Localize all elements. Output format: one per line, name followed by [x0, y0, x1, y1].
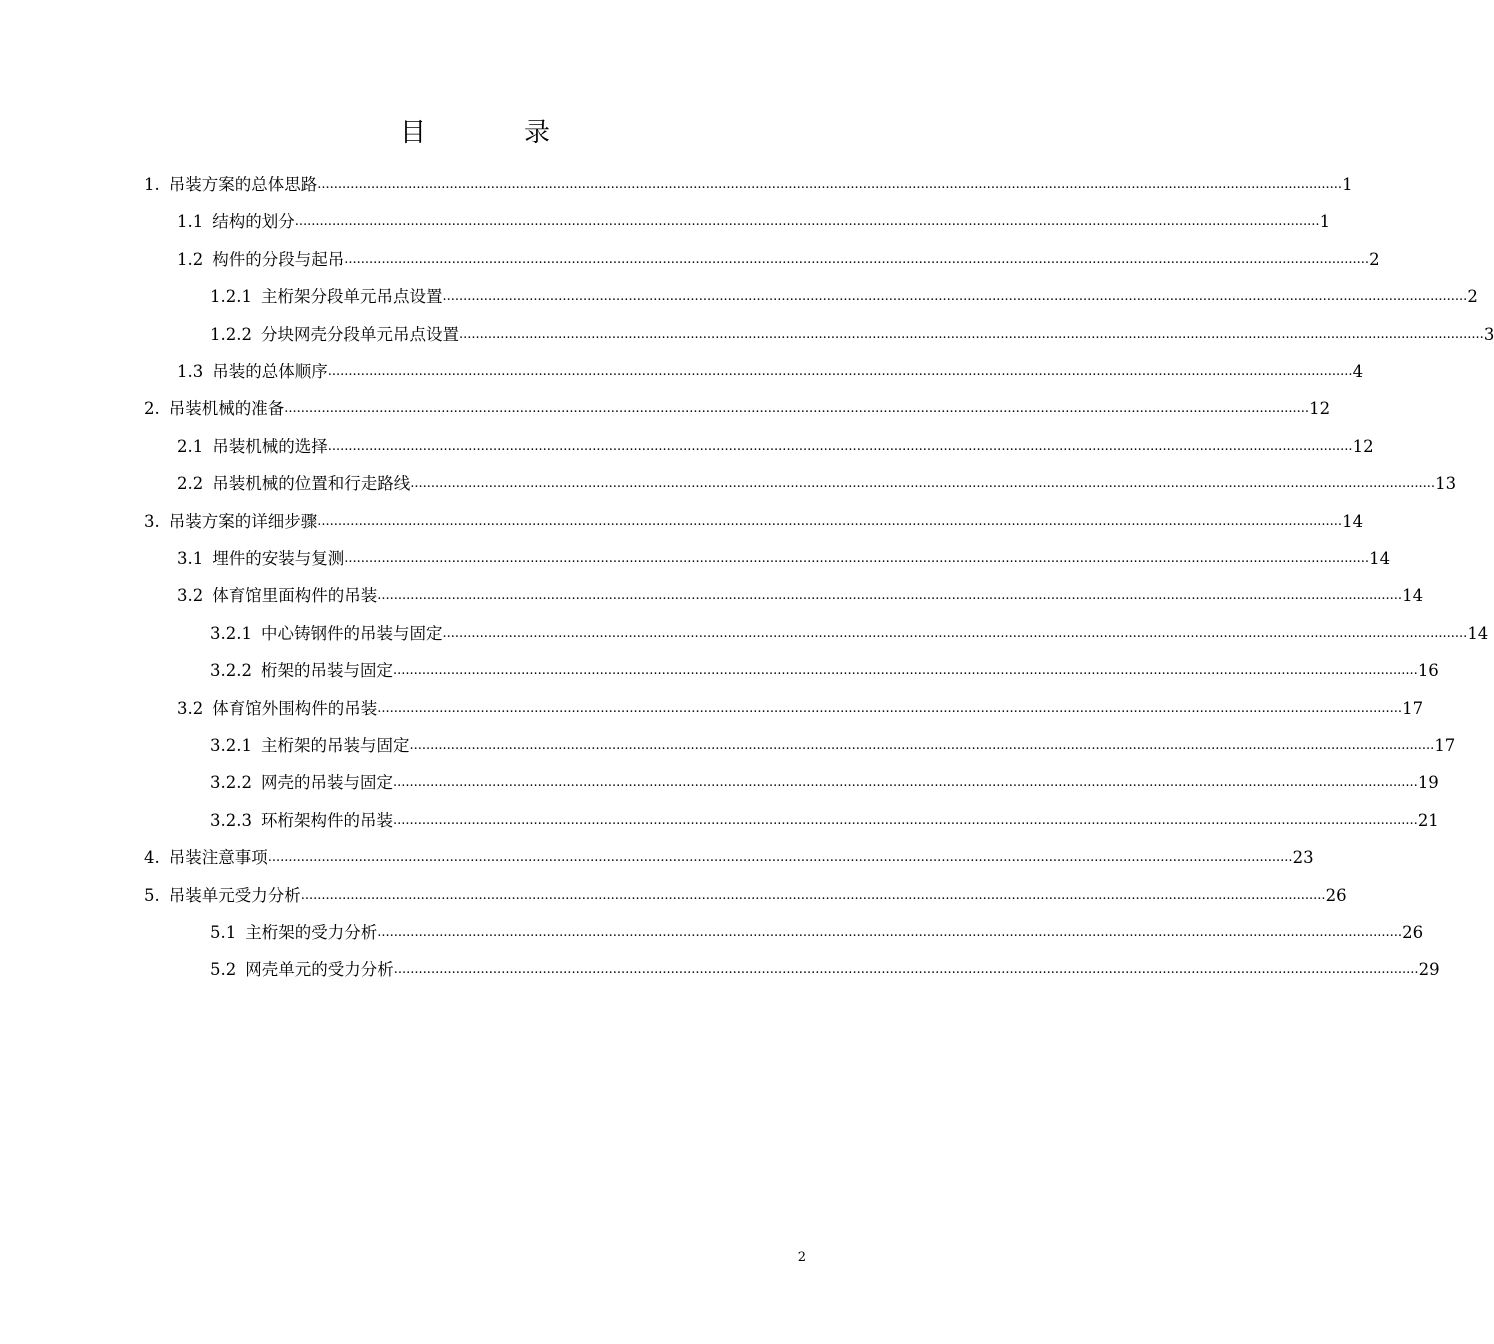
toc-dot-leader: ........................................................................................................................................................................................................................................................ — [344, 551, 1370, 566]
toc-dot-leader: ........................................................................................................................................................................................................................................................ — [377, 588, 1403, 604]
toc-entry-title: 主桁架的吊装与固定 — [260, 736, 410, 755]
toc-entry[interactable] — [144, 503, 1364, 533]
toc-entry-number: 1.1 — [177, 212, 204, 232]
toc-dot-leader: ........................................................................................................................................................................................................................................................ — [377, 700, 1403, 716]
toc-entry-number: 3.2.1 — [210, 623, 252, 643]
toc-entry[interactable] — [177, 241, 1380, 271]
toc-entry-title: 分块网壳分段单元吊点设置 — [260, 324, 459, 344]
toc-entry-number: 3.2.3 — [210, 810, 252, 830]
toc-entry-page: 17 — [1434, 736, 1456, 755]
toc-entry-title: 桁架的吊装与固定 — [260, 661, 393, 681]
toc-dot-leader: ........................................................................................................................................................................................................................................................ — [392, 812, 1418, 828]
toc-entry-page: 16 — [1417, 661, 1439, 681]
toc-entry[interactable] — [177, 690, 1424, 720]
page-number: 2 — [797, 1250, 806, 1265]
toc-entry-number: 2. — [144, 399, 160, 419]
toc-entry-title: 体育馆外围构件的吊装 — [212, 698, 378, 718]
toc-entry-number: 5.1 — [210, 923, 237, 942]
toc-dot-leader: ........................................................................................................................................................................................................................................................ — [442, 289, 1468, 305]
toc-entry-title: 构件的分段与起吊 — [212, 249, 345, 269]
toc-entry[interactable] — [210, 802, 1439, 832]
toc-entry-title: 吊装机械的位置和行走路线 — [212, 474, 411, 494]
toc-entry-title: 主桁架分段单元吊点设置 — [260, 287, 443, 307]
toc-entry-title: 环桁架构件的吊装 — [260, 810, 393, 830]
toc-entry-page: 1 — [1319, 212, 1331, 232]
toc-entry[interactable] — [177, 203, 1331, 233]
toc-entry-page: 26 — [1402, 923, 1424, 942]
toc-entry-page: 19 — [1417, 773, 1439, 793]
toc-entry-title: 网壳的吊装与固定 — [260, 773, 393, 793]
toc-entry[interactable] — [210, 727, 1456, 757]
toc-dot-leader: ........................................................................................................................................................................................................................................................ — [377, 925, 1403, 940]
toc-entry-title: 吊装机械的选择 — [212, 436, 328, 456]
toc-entry[interactable] — [177, 465, 1457, 495]
toc-dot-leader: ........................................................................................................................................................................................................................................................ — [327, 438, 1353, 454]
toc-entry-number: 3.2.1 — [210, 736, 252, 755]
toc-entry-page: 1 — [1342, 175, 1353, 194]
toc-entry-number: 3.1 — [177, 549, 204, 568]
toc-entry-title: 吊装单元受力分析 — [168, 885, 301, 905]
toc-entry-page: 14 — [1342, 511, 1364, 531]
toc-entry-number: 1. — [144, 175, 160, 194]
toc-entry-page: 3 — [1483, 324, 1494, 344]
toc-entry-page: 23 — [1292, 848, 1314, 868]
toc-entry-page: 12 — [1309, 399, 1331, 419]
toc-entry[interactable] — [144, 877, 1347, 907]
toc-entry-page: 2 — [1369, 249, 1380, 269]
toc-entry-page: 14 — [1402, 586, 1424, 606]
toc-entry-title: 中心铸钢件的吊装与固定 — [260, 623, 443, 643]
toc-entry-title: 吊装方案的详细步骤 — [168, 511, 318, 531]
toc-dot-leader: ........................................................................................................................................................................................................................................................ — [317, 513, 1343, 529]
toc-entry-title: 吊装注意事项 — [168, 848, 268, 868]
toc-entry-number: 1.2.1 — [210, 287, 252, 307]
page-title: 目 录 — [399, 118, 586, 148]
toc-entry-page: 17 — [1402, 698, 1424, 718]
toc-entry[interactable] — [210, 316, 1494, 346]
toc-entry[interactable] — [210, 278, 1478, 308]
toc-entry-number: 2.2 — [177, 474, 204, 494]
toc-entry-page: 4 — [1352, 362, 1364, 381]
toc-entry-number: 3.2 — [177, 586, 204, 606]
toc-dot-leader: ........................................................................................................................................................................................................................................................ — [410, 476, 1436, 492]
toc-entry[interactable] — [210, 914, 1424, 944]
toc-entry[interactable] — [144, 839, 1314, 869]
toc-entry-number: 1.2.2 — [210, 324, 252, 344]
toc-dot-leader: ........................................................................................................................................................................................................................................................ — [344, 251, 1370, 267]
toc-entry-title: 网壳单元的受力分析 — [245, 960, 394, 980]
toc-entry[interactable] — [210, 764, 1439, 794]
toc-entry[interactable] — [210, 951, 1440, 981]
toc-dot-leader: ........................................................................................................................................................................................................................................................ — [294, 214, 1320, 230]
toc-dot-leader: ........................................................................................................................................................................................................................................................ — [284, 401, 1310, 417]
toc-entry-number: 3. — [144, 511, 160, 531]
toc-entry[interactable] — [177, 540, 1391, 570]
toc-entry-title: 体育馆里面构件的吊装 — [212, 586, 378, 606]
toc-dot-leader: ........................................................................................................................................................................................................................................................ — [458, 326, 1484, 342]
toc-entry-title: 吊装的总体顺序 — [212, 362, 328, 381]
toc-entry[interactable] — [177, 353, 1364, 383]
toc-entry-title: 吊装机械的准备 — [168, 399, 285, 419]
toc-entry-title: 吊装方案的总体思路 — [168, 175, 318, 194]
toc-dot-leader: ........................................................................................................................................................................................................................................................ — [392, 775, 1418, 791]
toc-entry-number: 1.2 — [177, 249, 204, 269]
toc-dot-leader: ........................................................................................................................................................................................................................................................ — [409, 738, 1435, 753]
toc-entry-number: 1.3 — [177, 362, 204, 381]
toc-entry-page: 12 — [1352, 436, 1374, 456]
toc-entry-title: 主桁架的受力分析 — [245, 923, 378, 942]
toc-entry[interactable] — [144, 390, 1331, 420]
toc-entry-number: 5. — [144, 885, 160, 905]
toc-entry-title: 结构的划分 — [212, 212, 295, 232]
toc-entry[interactable] — [210, 615, 1489, 645]
toc-entry-page: 14 — [1467, 623, 1489, 643]
toc-dot-leader: ........................................................................................................................................................................................................................................................ — [327, 364, 1353, 379]
toc-entry-number: 3.2 — [177, 698, 204, 718]
toc-entry-number: 4. — [144, 848, 160, 868]
toc-dot-leader: ........................................................................................................................................................................................................................................................ — [267, 850, 1293, 866]
toc-entry-page: 21 — [1417, 810, 1439, 830]
toc-entry-page: 29 — [1418, 960, 1440, 980]
toc-dot-leader: ........................................................................................................................................................................................................................................................ — [317, 177, 1343, 192]
toc-entry-number: 5.2 — [210, 960, 237, 980]
toc-entry-page: 13 — [1435, 474, 1457, 494]
toc-entry-page: 2 — [1467, 287, 1478, 307]
toc-entry-number: 2.1 — [177, 436, 204, 456]
toc-dot-leader: ........................................................................................................................................................................................................................................................ — [442, 625, 1468, 641]
toc-entry-page: 26 — [1325, 885, 1347, 905]
toc-entry-title: 埋件的安装与复测 — [212, 549, 345, 568]
toc-entry-number: 3.2.2 — [210, 773, 252, 793]
toc-dot-leader: ........................................................................................................................................................................................................................................................ — [300, 887, 1326, 903]
toc-dot-leader: ........................................................................................................................................................................................................................................................ — [392, 663, 1418, 679]
toc-entry[interactable] — [210, 652, 1439, 682]
toc-entry[interactable] — [177, 428, 1374, 458]
toc-entry-page: 14 — [1369, 549, 1391, 568]
toc-dot-leader: ........................................................................................................................................................................................................................................................ — [393, 962, 1419, 978]
toc-entry[interactable] — [144, 166, 1353, 196]
toc-entry[interactable] — [177, 577, 1424, 607]
toc-entry-number: 3.2.2 — [210, 661, 252, 681]
